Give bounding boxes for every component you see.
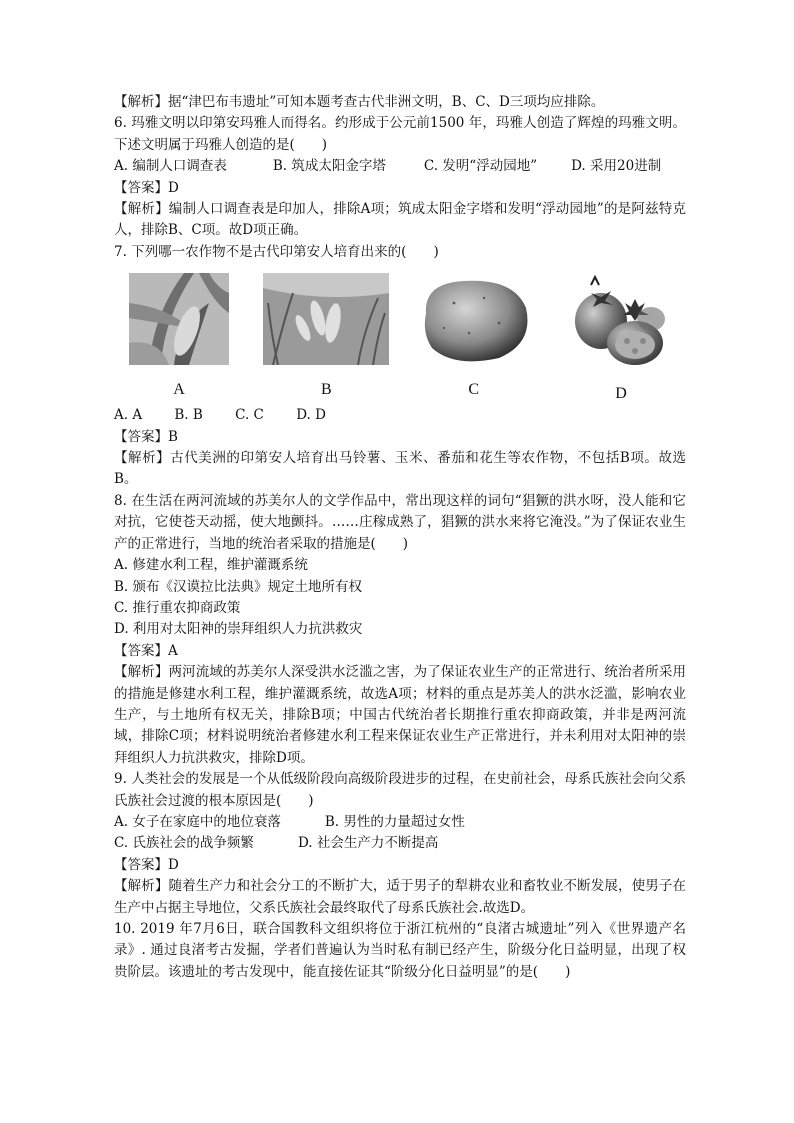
- q9-options-row2: [114, 833, 686, 854]
- wheat-plant-image: [263, 273, 389, 365]
- q10-stem: 10. 2019 年7月6日，联合国教科文组织将位于浙江杭州的“良渚古城遗址”列入《世界遗产名录》. 通过良渚考古发掘，学者们普遍认为当时私有制已经产生，阶级分化日益明显，出现了权贵阶层。该遗址的考古发现中，能直接佐证其“阶级分化日益明显”的是( ): [114, 921, 686, 980]
- q7-option-a: A. A: [114, 407, 143, 424]
- q6-option-b: B. 筑成太阳金字塔: [272, 158, 386, 175]
- q7-explanation: 【解析】古代美洲的印第安人培育出马铃薯、玉米、番茄和花生等农作物，不包括B项。故选B。: [114, 450, 686, 488]
- q7-option-c: C. C: [235, 407, 264, 424]
- q7-label-a: A: [173, 381, 185, 399]
- tomato-image: [573, 273, 669, 369]
- q9-option-c: C. 氏族社会的战争频繁: [114, 835, 254, 852]
- q5-explanation: 【解析】据“津巴布韦遗址”可知本题考查古代非洲文明，B、C、D三项均应排除。: [114, 94, 605, 110]
- q6-option-a: A. 编制人口调查表: [114, 158, 227, 175]
- q8-answer: 【答案】A: [114, 642, 178, 659]
- q6-option-c: C. 发明“浮动园地”: [423, 158, 538, 175]
- q7-label-c: C: [468, 381, 479, 399]
- q7-option-b: B. B: [174, 407, 203, 424]
- q9-option-a: A. 女子在家庭中的地位衰落: [114, 813, 281, 830]
- q7-figure-c: [409, 273, 539, 400]
- q8-option-b: B. 颁布《汉谟拉比法典》规定土地所有权: [114, 578, 363, 595]
- q6-answer: 【答案】D: [114, 179, 179, 196]
- q8-option-a: A. 修建水利工程，维护灌溉系统: [114, 557, 308, 574]
- q7-options: [114, 405, 686, 426]
- q7-figure-b: [261, 273, 391, 400]
- q6-stem: 6. 玛雅文明以印第安玛雅人而得名。约形成于公元前1500 年，玛雅人创造了辉煌的玛雅文明。下述文明属于玛雅人创造的是( ): [114, 115, 686, 153]
- q9-stem: 9. 人类社会的发展是一个从低级阶段向高级阶段进步的过程，在史前社会，母系氏族社会向父系氏族社会过渡的根本原因是( ): [114, 771, 686, 809]
- q7-figure-a: [114, 273, 244, 400]
- q9-option-d: D. 社会生产力不断提高: [297, 835, 439, 852]
- q6-option-d: D. 采用20进制: [571, 158, 662, 175]
- document-page: [114, 92, 686, 983]
- q7-stem: 7. 下列哪一农作物不是古代印第安人培育出来的( ): [114, 243, 439, 260]
- q8-stem: 8. 在生活在两河流域的苏美尔人的文学作品中，常出现这样的词句“猖獗的洪水呀，没人能和它对抗，它使苍天动摇，使大地颤抖。……庄稼成熟了，猖獗的洪水来将它淹没。”为了保证农业生产的正常进行，当地的统治者采取的措施是( ): [114, 492, 686, 552]
- q9-answer: 【答案】D: [114, 856, 179, 873]
- q7-label-b: B: [320, 381, 332, 399]
- q8-explanation: 【解析】两河流域的苏美尔人深受洪水泛滥之害，为了保证农业生产的正常进行、统治者所采用的措施是修建水利工程，维护灌溉系统，故选A项；材料的重点是苏美人的洪水泛滥，影响农业生产，与土地所有权无关，排除B项；中国古代统治者长期推行重农抑商政策，并非是两河流域，排除C项；材料说明统治者修建水利工程来保证农业生产正常进行，并未利用对太阳神的崇拜组织人力抗洪救灾，排除D项。: [114, 664, 686, 766]
- corn-plant-image: [129, 273, 229, 365]
- potato-image: [414, 273, 534, 365]
- q9-option-b: B. 男性的力量超过女性: [324, 813, 465, 830]
- q7-answer: 【答案】B: [114, 428, 178, 445]
- q6-options: [114, 156, 686, 177]
- q7-image-row: [114, 273, 686, 401]
- q6-explanation: 【解析】编制人口调查表是印加人，排除A项；筑成太阳金字塔和发明“浮动园地”的是阿兹特克人，排除B、C项。故D项正确。: [114, 201, 686, 239]
- q8-option-d: D. 利用对太阳神的崇拜组织人力抗洪救灾: [114, 621, 363, 638]
- q9-explanation: 【解析】随着生产力和社会分工的不断扩大，适于男子的犁耕农业和畜牧业不断发展，使男子在生产中占据主导地位，父系氏族社会最终取代了母系氏族社会.故选D。: [114, 878, 686, 916]
- q7-label-d: D: [615, 385, 627, 403]
- q7-figure-d: [556, 273, 686, 404]
- q8-option-c: C. 推行重农抑商政策: [114, 599, 241, 616]
- q9-options-row1: [114, 812, 686, 833]
- q7-option-d: D. D: [296, 407, 326, 424]
